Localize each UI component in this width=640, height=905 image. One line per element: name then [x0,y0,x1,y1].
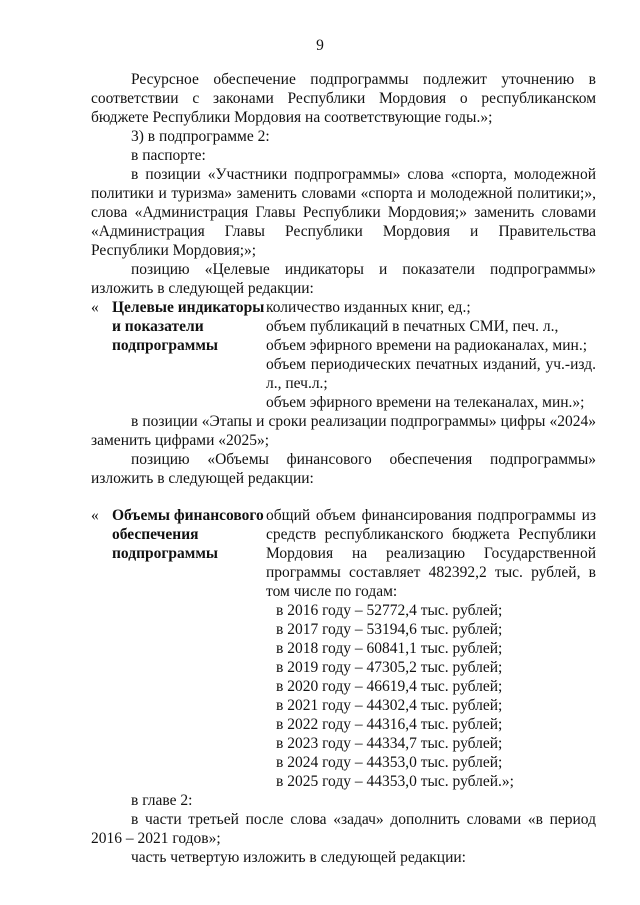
indicator-item: количество изданных книг, ед.; [266,299,471,316]
year-amount: в 2025 году – 44353,0 тыс. рублей.»; [276,773,514,790]
finance-table [91,506,596,791]
indicators-label [91,298,266,412]
finance-label [91,506,266,791]
label-line: обеспечения [112,526,199,543]
opening-quote: « [91,299,99,316]
indicator-item: объем периодических печатных изданий, уч.-изд. л., печ.л.; [266,356,596,392]
finance-years [266,601,596,791]
year-amount: в 2017 году – 53194,6 тыс. рублей; [276,621,503,638]
indicator-item: объем эфирного времени на радиоканалах, мин.; [266,337,588,354]
paragraph: в позиции «Этапы и сроки реализации подпрограммы» цифры «2024» заменить цифрами «2025»; [91,413,596,449]
paragraph: позицию «Целевые индикаторы и показатели подпрограммы» изложить в следующей редакции: [91,261,596,297]
label-line: и показатели [112,318,204,335]
year-amount: в 2019 году – 47305,2 тыс. рублей; [276,659,503,676]
indicator-item: объем эфирного времени на телеканалах, мин.»; [266,394,585,411]
indicators-table [91,298,596,412]
label-line: подпрограммы [112,337,219,354]
year-amount: в 2021 году – 44302,4 тыс. рублей; [276,697,503,714]
year-amount: в 2022 году – 44316,4 тыс. рублей; [276,716,503,733]
paragraph: 3) в подпрограмме 2: [131,128,270,145]
paragraph: в главе 2: [131,792,193,809]
paragraph: Ресурсное обеспечение подпрограммы подлежит уточнению в соответствии с законами Республики Мордовия о республиканском бюджете Республики Мордовия на соответствующие годы.»; [91,71,596,126]
year-amount: в 2018 году – 60841,1 тыс. рублей; [276,640,503,657]
paragraph: позицию «Объемы финансового обеспечения подпрограммы» изложить в следующей редакции: [91,451,596,487]
label-line: Объемы финансового [112,507,264,524]
paragraph: в части третьей после слова «задач» дополнить словами «в период 2016 – 2021 годов»; [91,811,596,847]
label-line: подпрограммы [112,545,219,562]
year-amount: в 2023 году – 44334,7 тыс. рублей; [276,735,503,752]
finance-intro: общий объем финансирования подпрограммы из средств республиканского бюджета Республики Мордовия на реализацию Государственной программы составляет 482392,2 тыс. рублей, в том числе по годам: [266,507,596,600]
opening-quote: « [91,507,99,524]
indicator-item: объем публикаций в печатных СМИ, печ. л., [266,318,559,335]
document-body [91,70,596,867]
indicators-list [266,298,596,412]
spacer [91,488,596,506]
paragraph: в позиции «Участники подпрограммы» слова «спорта, молодежной политики и туризма» заменить словами «спорта и молодежной политики;», слова «Администрация Главы Республики Мордовия;» заменить словами «Администрация Главы Республики Мордовия и Правительства Республики Мордовия;»; [91,166,596,259]
finance-details [266,506,596,791]
year-amount: в 2020 году – 46619,4 тыс. рублей; [276,678,503,695]
year-amount: в 2024 году – 44353,0 тыс. рублей; [276,754,503,771]
year-amount: в 2016 году – 52772,4 тыс. рублей; [276,602,503,619]
label-line: Целевые индикаторы [112,299,265,316]
paragraph: часть четвертую изложить в следующей редакции: [131,849,466,866]
paragraph: в паспорте: [131,147,206,164]
page-number: 9 [316,37,324,54]
